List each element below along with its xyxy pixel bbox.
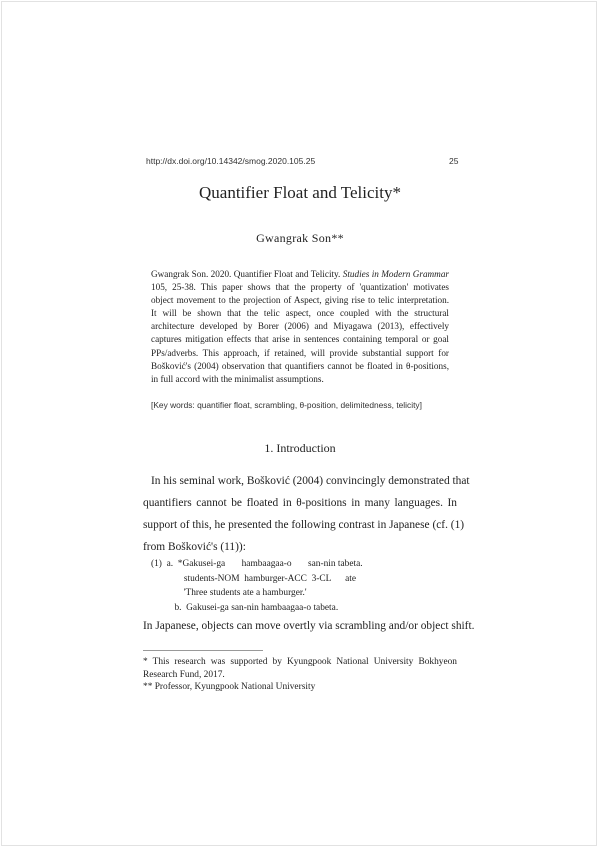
example-a: (1) a. *Gakusei-ga hambaagaa-o san-nin tabeta.: [151, 559, 363, 569]
footnote-1: * This research was supported by Kyungpook National University Bokhyeon: [143, 657, 457, 667]
intro-line: quantifiers cannot be floated in θ-positions in many languages. In: [143, 497, 457, 509]
example-b: b. Gakusei-ga san-nin hambaagaa-o tabeta.: [151, 602, 339, 613]
abstract-line: in full accord with the minimalist assumptions.: [151, 373, 324, 384]
footnote-divider: [143, 650, 263, 651]
section-heading: 1. Introduction: [264, 441, 336, 455]
abstract-line: 105, 25-38. This paper shows that the property of 'quantization' motivates: [151, 282, 449, 293]
abstract-line: captures mitigation effects that arise in sentences containing temporal or goal: [151, 334, 449, 345]
abstract-line: object movement to the projection of Aspect, giving rise to telic interpretation.: [151, 295, 449, 306]
abstract-line: PPs/adverbs. This approach, if retained, will provide substantial support for: [151, 347, 449, 358]
example-gloss: students-NOM hamburger-ACC 3-CL ate: [151, 573, 356, 584]
abstract-line: [151, 268, 449, 281]
abstract-line: architecture developed by Borer (2006) and Miyagawa (2013), effectively: [151, 321, 449, 332]
page-border: [1, 1, 597, 846]
footnotes: [143, 656, 457, 694]
intro-line: In his seminal work, Bošković (2004) convincingly demonstrated that: [151, 475, 470, 487]
intro-paragraph: [143, 470, 470, 558]
keywords: [Key words: quantifier float, scrambling, θ-position, delimitedness, telicity]: [151, 400, 422, 410]
intro-line: from Bošković's (11)):: [143, 541, 246, 553]
page-number: 25: [449, 156, 459, 166]
abstract-line: It will be shown that the telic aspect, once coupled with the structural: [151, 308, 449, 319]
paper-title: Quantifier Float and Telicity*: [199, 183, 401, 202]
footnote-2: ** Professor, Kyungpook National University: [143, 682, 316, 692]
journal-name: Studies in Modern Grammar: [342, 269, 449, 279]
doi-link[interactable]: http://dx.doi.org/10.14342/smog.2020.105.25: [146, 156, 316, 166]
example-block: [151, 557, 363, 615]
example-translation: 'Three students ate a hamburger.': [151, 588, 307, 598]
abstract: [151, 268, 449, 386]
abstract-citation: Gwangrak Son. 2020. Quantifier Float and Telicity.: [151, 269, 343, 279]
abstract-line: Bošković's (2004) observation that quantifiers cannot be floated in θ-positions,: [151, 360, 449, 371]
closing-line: In Japanese, objects can move overtly via scrambling and/or object shift.: [143, 620, 475, 632]
footnote-1-cont: Research Fund, 2017.: [143, 669, 225, 680]
author-name: Gwangrak Son**: [256, 231, 344, 245]
intro-line: support of this, he presented the following contrast in Japanese (cf. (1): [143, 519, 465, 531]
